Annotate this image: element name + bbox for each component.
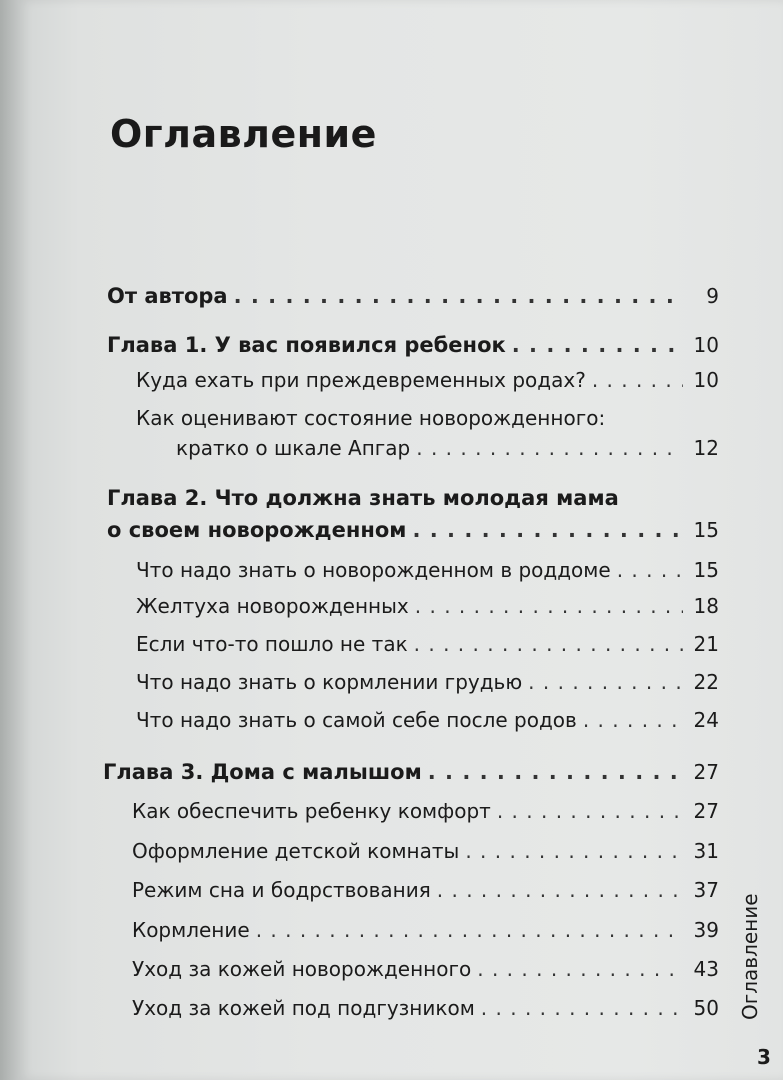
toc-entry-label: Уход за кожей новорожденного: [132, 957, 472, 981]
page-title: Оглавление: [110, 112, 377, 156]
toc-entry-label: Кормление: [132, 918, 250, 942]
toc-entry-label-line1: Как оценивают состояние новорожденного:: [136, 406, 606, 430]
toc-entry: [107, 516, 719, 544]
toc-entry: [136, 592, 719, 620]
toc-entry-label: Что надо знать о самой себе после родов: [136, 708, 577, 732]
toc-entry-page: 12: [693, 436, 719, 460]
toc-entry-page: 31: [693, 839, 719, 863]
running-head: Оглавление: [738, 893, 762, 1020]
toc-entry-page: 9: [706, 284, 719, 308]
toc-entry: [136, 668, 719, 696]
leader-dots: [583, 706, 683, 734]
toc-entry-label: Как обеспечить ребенку комфорт: [132, 799, 491, 823]
leader-dots: [465, 837, 683, 865]
toc-entry: [136, 630, 719, 658]
leader-dots: [592, 366, 683, 394]
toc-entry: [136, 706, 719, 734]
toc-entry: [132, 994, 719, 1022]
toc-entry-page: 15: [693, 518, 719, 542]
toc-entry-page: 21: [693, 632, 719, 656]
toc-entry-page: 24: [693, 708, 719, 732]
toc-entry-label: Что надо знать о кормлении грудью: [136, 670, 523, 694]
toc-entry-label-line1: Глава 2. Что должна знать молодая мама: [107, 486, 619, 510]
toc-entry: [132, 837, 719, 865]
toc-entry: [136, 556, 719, 584]
toc-entry-label: Куда ехать при преждевременных родах?: [136, 368, 586, 392]
toc-entry-page: 22: [693, 670, 719, 694]
toc-entry-page: 50: [693, 996, 719, 1020]
toc-entry-label: Что надо знать о новорожденном в роддоме: [136, 558, 611, 582]
leader-dots: [437, 876, 683, 904]
toc-entry-label: Оформление детской комнаты: [132, 839, 460, 863]
leader-dots: [497, 797, 683, 825]
leader-dots: [512, 331, 683, 359]
toc-entry-label: кратко о шкале Апгар: [176, 436, 411, 460]
toc-entry-page: 27: [693, 799, 719, 823]
toc-entry-page: 10: [693, 333, 719, 357]
leader-dots: [428, 758, 683, 786]
toc-entry-label: Режим сна и бодрствования: [132, 878, 431, 902]
toc-entry: [132, 797, 719, 825]
leader-dots: [412, 516, 683, 544]
leader-dots: [481, 994, 683, 1022]
leader-dots: [617, 556, 683, 584]
leader-dots: [414, 630, 683, 658]
toc-entry-page: 15: [693, 558, 719, 582]
toc-entry-page: 43: [693, 957, 719, 981]
leader-dots: [415, 592, 683, 620]
toc-entry: [103, 758, 719, 786]
leader-dots: [234, 282, 683, 310]
toc-entry-page: 37: [693, 878, 719, 902]
leader-dots: [528, 668, 683, 696]
toc-entry-label: Если что-то пошло не так: [136, 632, 408, 656]
toc-entry-label: Желтуха новорожденных: [136, 594, 409, 618]
toc-entry-label: о своем новорожденном: [107, 518, 407, 542]
toc-entry: [176, 434, 719, 462]
toc-entry-label: Глава 1. У вас появился ребенок: [107, 333, 506, 357]
leader-dots: [416, 434, 683, 462]
leader-dots: [256, 916, 683, 944]
toc-entry-label: Уход за кожей под подгузником: [132, 996, 475, 1020]
toc-entry: [132, 916, 719, 944]
page-number: 3: [757, 1045, 771, 1069]
toc-entry: [132, 955, 719, 983]
toc-entry: [132, 876, 719, 904]
toc-entry-label: Глава 3. Дома с малышом: [103, 760, 422, 784]
toc-entry: [107, 282, 719, 310]
toc-entry: [107, 331, 719, 359]
toc-entry: [136, 366, 719, 394]
toc-entry-page: 27: [693, 760, 719, 784]
toc-entry-page: 10: [693, 368, 719, 392]
toc-entry-label: От автора: [107, 284, 228, 308]
toc-entry-page: 18: [693, 594, 719, 618]
toc-entry-page: 39: [693, 918, 719, 942]
leader-dots: [477, 955, 683, 983]
